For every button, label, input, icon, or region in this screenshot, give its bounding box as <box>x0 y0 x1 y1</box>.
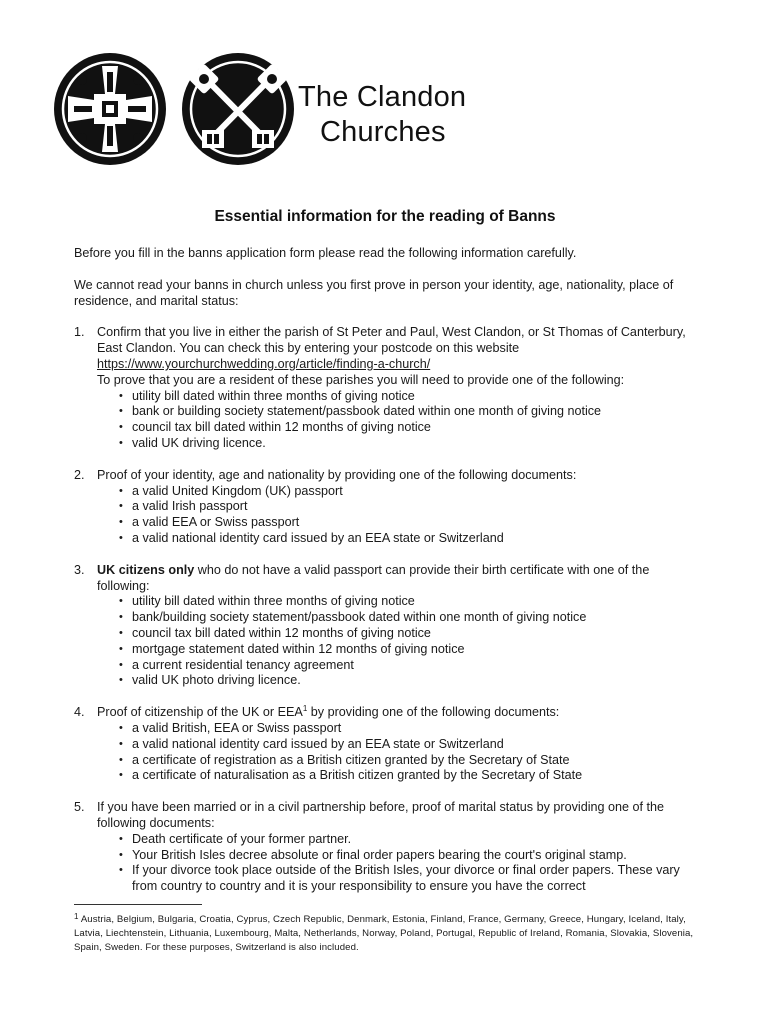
list-item-text: valid UK driving licence. <box>132 435 266 450</box>
list-item-text: utility bill dated within three months of giving notice <box>132 388 415 403</box>
list-item-text: a valid British, EEA or Swiss passport <box>132 720 342 735</box>
list-item-text: a valid national identity card issued by an EEA state or Switzerland <box>132 736 504 751</box>
list-item <box>119 863 698 895</box>
bullet-icon: • <box>119 595 123 608</box>
list-item <box>119 753 698 769</box>
list-item-text: a current residential tenancy agreement <box>132 657 354 672</box>
footnote <box>74 913 704 955</box>
document-list <box>119 721 698 784</box>
requirements-list <box>74 325 698 895</box>
list-item <box>119 499 698 515</box>
org-name-line2: Churches <box>320 116 446 148</box>
bullet-icon: • <box>119 674 123 687</box>
section-text: To prove that you are a resident of these parishes you will need to provide one of the following: <box>97 372 625 387</box>
list-item <box>74 563 698 689</box>
bullet-icon: • <box>119 864 123 877</box>
list-item <box>119 484 698 500</box>
list-item <box>74 705 698 784</box>
bullet-icon: • <box>119 848 123 861</box>
section-number: 1. <box>74 325 85 340</box>
list-item-text: a certificate of registration as a British citizen granted by the Secretary of State <box>132 752 570 767</box>
section-text: Proof of your identity, age and nationality by providing one of the following documents: <box>97 467 577 482</box>
bullet-icon: • <box>119 832 123 845</box>
org-name-line1: The Clandon <box>298 81 467 113</box>
bullet-icon: • <box>119 516 123 529</box>
list-item-text: Death certificate of your former partner. <box>132 831 352 846</box>
footnote-marker: 1 <box>74 912 79 921</box>
section-text: who do not have a valid passport can provide their birth certificate with one of the following: <box>97 562 650 593</box>
section-text: Proof of citizenship of the UK or EEA <box>97 705 303 720</box>
document-list <box>119 832 698 895</box>
list-item <box>119 531 698 547</box>
bullet-icon: • <box>119 421 123 434</box>
footnote-text: Austria, Belgium, Bulgaria, Croatia, Cyprus, Czech Republic, Denmark, Estonia, Finland, France, Germany, Greece, Hungary, Iceland, Italy, Latvia, Liechtenstein, Lithuania, Luxembourg, Malta, Netherlands, Norway, Poland, Portugal, Republic of Ireland, Romania, Slovakia, Slovenia, Spain, Sweden. For these purposes, Switzerland is also included. <box>74 914 694 953</box>
section-number: 3. <box>74 562 85 577</box>
bullet-icon: • <box>119 484 123 497</box>
list-item-text: a valid EEA or Swiss passport <box>132 515 300 530</box>
footnote-divider <box>74 904 202 905</box>
list-item <box>119 642 698 658</box>
list-item-text: a valid United Kingdom (UK) passport <box>132 483 343 498</box>
list-item <box>119 436 698 452</box>
list-item-text: valid UK photo driving licence. <box>132 673 301 688</box>
org-name <box>298 80 466 150</box>
list-item <box>119 404 698 420</box>
bullet-icon: • <box>119 769 123 782</box>
bullet-icon: • <box>119 611 123 624</box>
document-list <box>119 389 698 452</box>
list-item <box>119 515 698 531</box>
bullet-icon: • <box>119 405 123 418</box>
list-item <box>119 420 698 436</box>
requirement-paragraph: We cannot read your banns in church unless you first prove in person your identity, age, nationality, place of residence, and marital status: <box>74 277 674 308</box>
bullet-icon: • <box>119 531 123 544</box>
document-list <box>119 484 698 547</box>
list-item-text: If your divorce took place outside of the British Isles, your divorce or final order papers. These vary from country to country and it is your responsibility to ensure you have the correct <box>132 863 680 894</box>
list-item <box>74 468 698 547</box>
cross-emblem-icon <box>54 53 166 165</box>
list-item-text: a valid Irish passport <box>132 499 248 514</box>
list-item <box>119 626 698 642</box>
list-item <box>119 594 698 610</box>
section-text: by providing one of the following documents: <box>307 705 560 720</box>
bullet-icon: • <box>119 626 123 639</box>
list-item-text: bank or building society statement/passbook dated within one month of giving notice <box>132 404 602 419</box>
section-number: 5. <box>74 800 85 815</box>
list-item <box>74 800 698 895</box>
list-item <box>119 832 698 848</box>
list-item-text: a certificate of naturalisation as a British citizen granted by the Secretary of State <box>132 768 583 783</box>
list-item-text: utility bill dated within three months of giving notice <box>132 594 415 609</box>
bullet-icon: • <box>119 753 123 766</box>
intro-paragraph: Before you fill in the banns application form please read the following information carefully. <box>74 246 577 260</box>
list-item-text: a valid national identity card issued by an EEA state or Switzerland <box>132 530 504 545</box>
crossed-keys-emblem-icon <box>182 53 294 165</box>
list-item <box>119 610 698 626</box>
bullet-icon: • <box>119 500 123 513</box>
document-body <box>74 246 698 911</box>
clandon-churches-logo <box>52 50 302 168</box>
bullet-icon: • <box>119 737 123 750</box>
bullet-icon: • <box>119 389 123 402</box>
section-bold-text: UK citizens only <box>97 562 195 577</box>
bullet-icon: • <box>119 721 123 734</box>
page-title: Essential information for the reading of Banns <box>214 208 556 225</box>
section-number: 2. <box>74 467 85 482</box>
bullet-icon: • <box>119 436 123 449</box>
list-item <box>74 325 698 451</box>
document-list <box>119 594 698 689</box>
section-text: Confirm that you live in either the parish of St Peter and Paul, West Clandon, or St Thomas of Canterbury, East Clandon. You can check this by entering your postcode on this website <box>97 325 686 356</box>
list-item <box>119 673 698 689</box>
list-item <box>119 768 698 784</box>
list-item-text: bank/building society statement/passbook dated within one month of giving notice <box>132 610 587 625</box>
list-item <box>119 721 698 737</box>
list-item-text: council tax bill dated within 12 months of giving notice <box>132 625 431 640</box>
section-number: 4. <box>74 705 85 720</box>
list-item <box>119 737 698 753</box>
finding-a-church-link[interactable]: https://www.yourchurchwedding.org/article/finding-a-church/ <box>97 356 431 371</box>
list-item-text: mortgage statement dated within 12 months of giving notice <box>132 641 465 656</box>
list-item <box>119 389 698 405</box>
bullet-icon: • <box>119 642 123 655</box>
bullet-icon: • <box>119 658 123 671</box>
list-item-text: council tax bill dated within 12 months of giving notice <box>132 420 431 435</box>
list-item <box>119 848 698 864</box>
section-text: If you have been married or in a civil partnership before, proof of marital status by providing one of the following documents: <box>97 800 665 830</box>
footnote-reference[interactable]: 1 <box>302 704 308 714</box>
list-item-text: Your British Isles decree absolute or final order papers bearing the court's original stamp. <box>132 847 627 862</box>
list-item <box>119 658 698 674</box>
